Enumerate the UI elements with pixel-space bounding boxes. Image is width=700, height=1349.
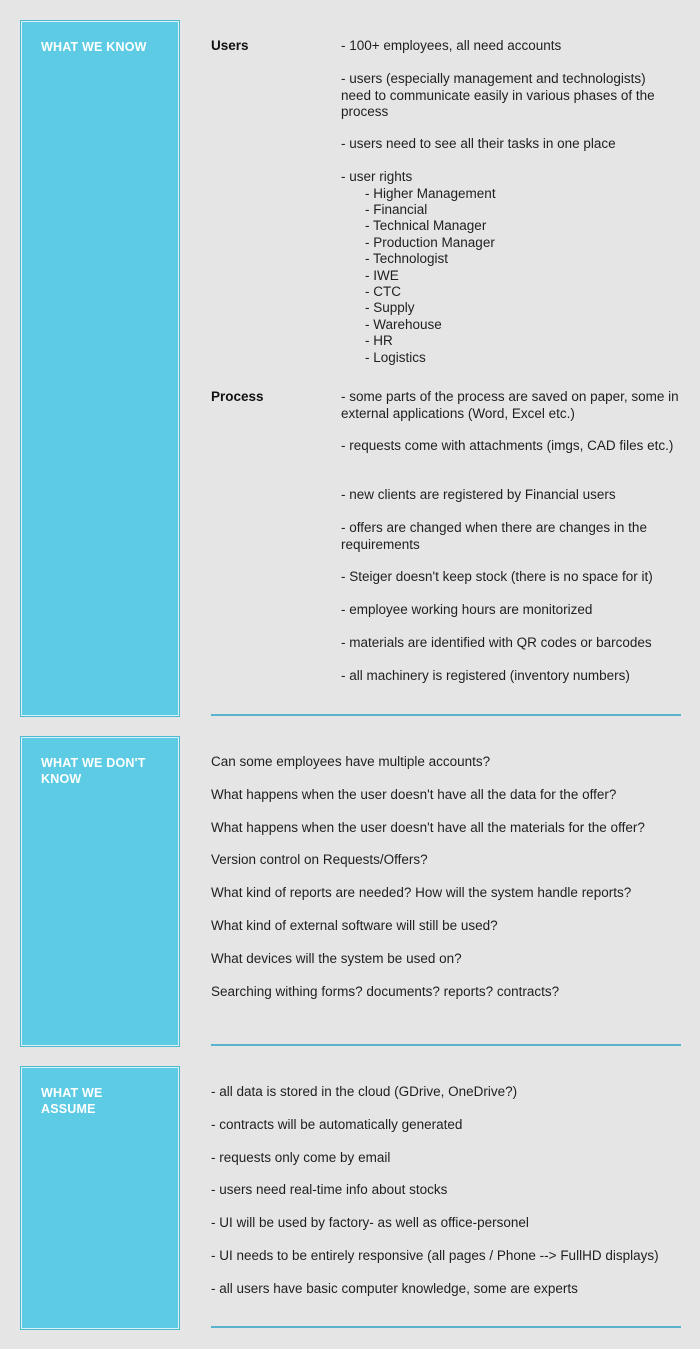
question-item: Can some employees have multiple accounts? [211, 754, 491, 769]
process-item: - Steiger doesn't keep stock (there is no space for it) [341, 569, 653, 584]
process-item: - requests come with attachments (imgs, CAD files etc.) [341, 438, 674, 453]
assumption-item: - users need real-time info about stocks [211, 1182, 448, 1197]
user-right-item: - Higher Management [365, 186, 496, 201]
user-right-item: - Production Manager [365, 235, 495, 250]
section-divider [211, 1326, 681, 1328]
users-item: - users (especially management and technologists) need to communicate easily in various phases of the process [341, 71, 655, 119]
user-right-item: - IWE [365, 268, 399, 283]
assumption-item: - contracts will be automatically generated [211, 1117, 463, 1132]
question-item: What happens when the user doesn't have all the data for the offer? [211, 787, 617, 802]
assumption-item: - all data is stored in the cloud (GDrive, OneDrive?) [211, 1084, 518, 1099]
assumption-item: - UI needs to be entirely responsive (all pages / Phone --> FullHD displays) [211, 1248, 659, 1263]
user-right-item: - Supply [365, 300, 415, 315]
process-item: - some parts of the process are saved on paper, some in external applications (Word, Excel etc.) [341, 389, 679, 421]
process-item: - materials are identified with QR codes or barcodes [341, 635, 652, 650]
what-we-dont-know-panel [21, 737, 179, 1046]
user-right-item: - Warehouse [365, 317, 442, 332]
question-item: Version control on Requests/Offers? [211, 852, 428, 867]
question-item: What happens when the user doesn't have all the materials for the offer? [211, 820, 645, 835]
users-item: - user rights [341, 169, 413, 184]
user-right-item: - CTC [365, 284, 401, 299]
process-item: - all machinery is registered (inventory numbers) [341, 668, 630, 683]
what-we-know-panel [21, 21, 179, 716]
question-item: What kind of external software will still be used? [211, 918, 498, 933]
what-we-assume-label: WHAT WE ASSUME [41, 1086, 103, 1116]
user-right-item: - Technologist [365, 251, 449, 266]
what-we-know-label: WHAT WE KNOW [41, 40, 147, 54]
user-right-item: - Technical Manager [365, 218, 487, 233]
user-right-item: - HR [365, 333, 393, 348]
process-item: - new clients are registered by Financial users [341, 487, 616, 502]
user-right-item: - Logistics [365, 350, 426, 365]
assumption-item: - all users have basic computer knowledge, some are experts [211, 1281, 578, 1296]
process-item: - offers are changed when there are changes in the requirements [341, 520, 647, 552]
users-heading: Users [211, 38, 249, 53]
process-item: - employee working hours are monitorized [341, 602, 593, 617]
section-divider [211, 1044, 681, 1046]
user-right-item: - Financial [365, 202, 428, 217]
users-item: - 100+ employees, all need accounts [341, 38, 562, 53]
question-item: What kind of reports are needed? How will the system handle reports? [211, 885, 632, 900]
question-item: Searching withing forms? documents? reports? contracts? [211, 984, 560, 999]
users-item: - users need to see all their tasks in one place [341, 136, 616, 151]
process-heading: Process [211, 389, 264, 404]
assumption-item: - requests only come by email [211, 1150, 391, 1165]
what-we-assume-panel [21, 1067, 179, 1329]
what-we-dont-know-label: WHAT WE DON'T KNOW [41, 756, 146, 786]
question-item: What devices will the system be used on? [211, 951, 462, 966]
section-divider [211, 714, 681, 716]
assumption-item: - UI will be used by factory- as well as office-personel [211, 1215, 529, 1230]
